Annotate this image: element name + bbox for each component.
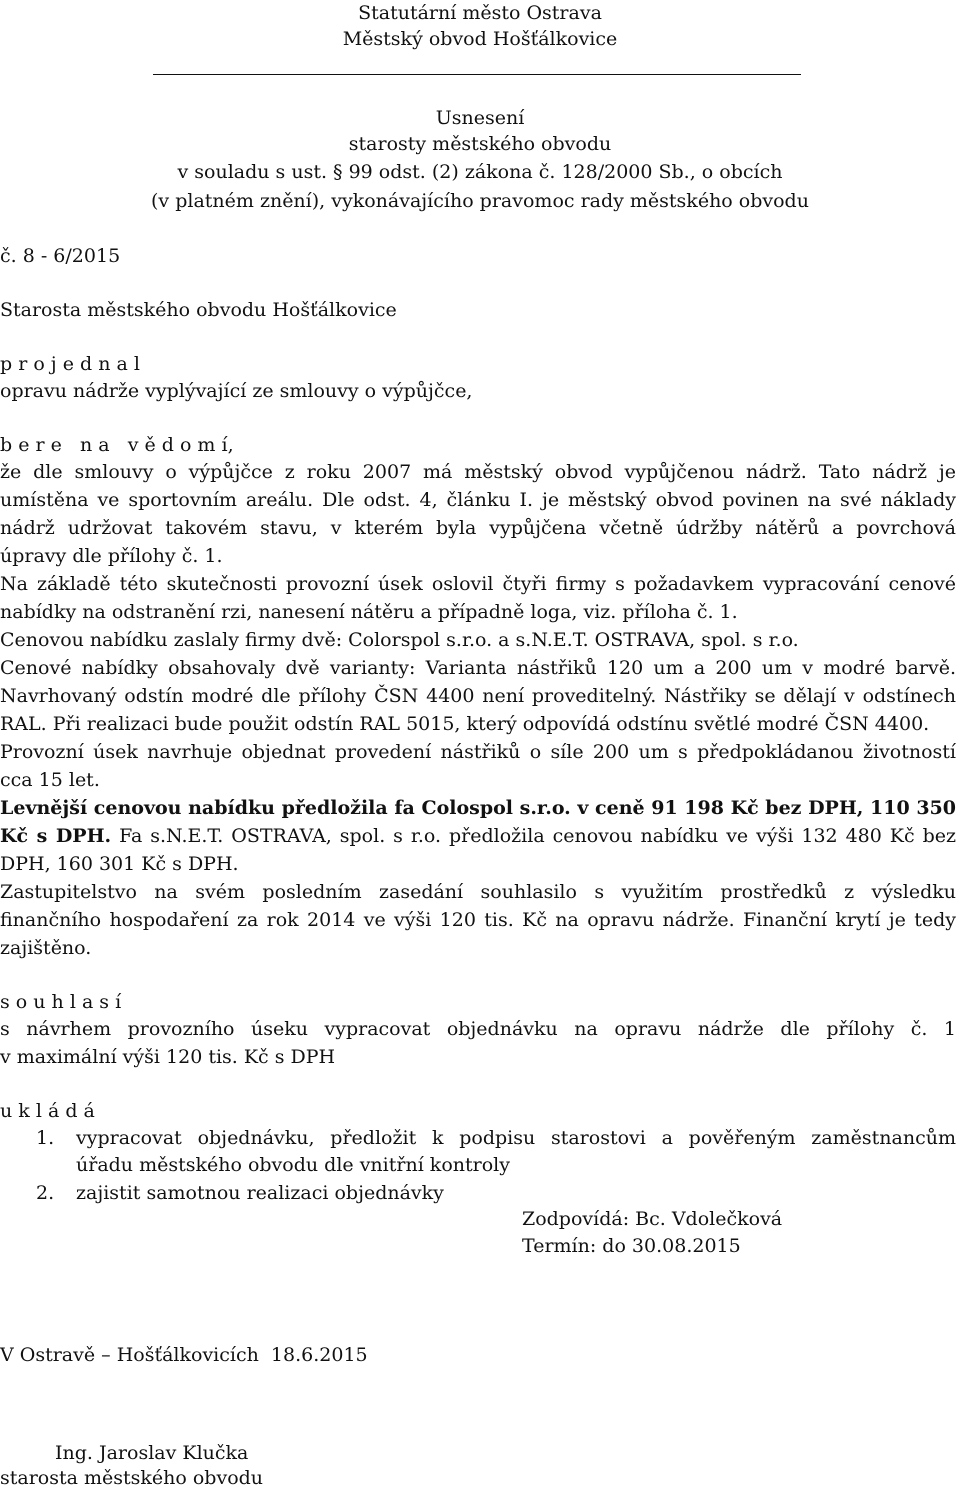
document-type: Usnesení bbox=[435, 107, 525, 129]
subject-line: Starosta městského obvodu Hošťálkovice bbox=[0, 299, 397, 321]
souhlasi-label: s o u h l a s í bbox=[0, 991, 122, 1013]
signatory-name: Ing. Jaroslav Klučka bbox=[55, 1442, 249, 1464]
offer-comparison-line bbox=[0, 823, 956, 849]
signatory-role: starosta městského obvodu bbox=[0, 1467, 264, 1489]
projednal-label: p r o j e d n a l bbox=[0, 353, 140, 375]
task-2-number: 2. bbox=[36, 1182, 55, 1204]
paragraph-line: Cenové nabídky obsahovaly dvě varianty: Varianta nástřiků 120 um a 200 um v modré barvě. bbox=[0, 657, 956, 679]
legal-basis-1: v souladu s ust. § 99 odst. (2) zákona č. 128/2000 Sb., o obcích bbox=[177, 161, 783, 183]
city-heading: Statutární město Ostrava bbox=[358, 2, 602, 24]
bold-price: Kč s DPH. bbox=[0, 825, 112, 847]
paragraph-line: Navrhovaný odstín modré dle přílohy ČSN 4400 není proveditelný. Nástřiky se dělají v odstínech bbox=[0, 685, 956, 707]
responsible-person: Zodpovídá: Bc. Vdolečková bbox=[522, 1208, 783, 1230]
paragraph-line: umístěna ve sportovním areálu. Dle odst. 4, článku I. je městský obvod povinen na své náklady bbox=[0, 489, 956, 511]
paragraph-line: úpravy dle přílohy č. 1. bbox=[0, 545, 223, 567]
district-heading: Městský obvod Hošťálkovice bbox=[342, 28, 618, 50]
legal-basis-2: (v platném znění), vykonávajícího pravomoc rady městského obvodu bbox=[151, 190, 809, 212]
issuer: starosty městského obvodu bbox=[348, 133, 612, 155]
paragraph-line: finančního hospodaření za rok 2014 ve výši 120 tis. Kč na opravu nádrže. Finanční krytí je tedy bbox=[0, 909, 956, 931]
paragraph-line: Cenovou nabídku zaslaly firmy dvě: Colorspol s.r.o. a s.N.E.T. OSTRAVA, spol. s r.o. bbox=[0, 629, 799, 651]
task-2-text: zajistit samotnou realizaci objednávky bbox=[76, 1182, 444, 1204]
header-divider bbox=[153, 74, 801, 75]
souhlasi-text-1: s návrhem provozního úseku vypracovat objednávku na opravu nádrže dle přílohy č. 1 bbox=[0, 1018, 956, 1040]
task-1-number: 1. bbox=[36, 1127, 55, 1149]
projednal-text: opravu nádrže vyplývající ze smlouvy o výpůjčce, bbox=[0, 380, 473, 402]
resolution-number: č. 8 - 6/2015 bbox=[0, 245, 121, 267]
bere-label: b e r e n a v ě d o m í, bbox=[0, 434, 234, 456]
deadline: Termín: do 30.08.2015 bbox=[522, 1235, 741, 1257]
cheapest-offer-line: Levnější cenovou nabídku předložila fa Colospol s.r.o. v ceně 91 198 Kč bez DPH, 110 350 bbox=[0, 797, 956, 819]
paragraph-line: nabídky na odstranění rzi, nanesení nátěru a případně loga, viz. příloha č. 1. bbox=[0, 601, 738, 623]
uklada-label: u k l á d á bbox=[0, 1100, 95, 1122]
paragraph-line: zajištěno. bbox=[0, 937, 92, 959]
paragraph-line: Provozní úsek navrhuje objednat provedení nástřiků o síle 200 um s předpokládanou životností bbox=[0, 741, 956, 763]
paragraph-line: Na základě této skutečnosti provozní úsek oslovil čtyři firmy s požadavkem vypracování cenové bbox=[0, 573, 956, 595]
paragraph-line: RAL. Při realizaci bude použit odstín RAL 5015, který odpovídá odstínu světlé modré ČSN 4400. bbox=[0, 713, 930, 735]
paragraph-line: cca 15 let. bbox=[0, 769, 100, 791]
souhlasi-text-2: v maximální výši 120 tis. Kč s DPH bbox=[0, 1046, 336, 1068]
paragraph-line: Zastupitelstvo na svém posledním zasedání souhlasilo s využitím prostředků z výsledku bbox=[0, 881, 956, 903]
paragraph-line: že dle smlouvy o výpůjčce z roku 2007 má městský obvod vypůjčenou nádrž. Tato nádrž je bbox=[0, 461, 956, 483]
offer-rest: Fa s.N.E.T. OSTRAVA, spol. s r.o. předložila cenovou nabídku ve výši 132 480 Kč bez bbox=[111, 825, 956, 847]
task-1-text: vypracovat objednávku, předložit k podpisu starostovi a pověřeným zaměstnancům bbox=[76, 1127, 956, 1149]
paragraph-line: DPH, 160 301 Kč s DPH. bbox=[0, 853, 239, 875]
paragraph-line: nádrž udržovat takovém stavu, v kterém byla vypůjčena včetně údržby nátěrů a povrchová bbox=[0, 517, 956, 539]
task-1-text-cont: úřadu městského obvodu dle vnitřní kontroly bbox=[76, 1154, 510, 1176]
place-date: V Ostravě – Hošťálkovicích 18.6.2015 bbox=[0, 1344, 368, 1366]
